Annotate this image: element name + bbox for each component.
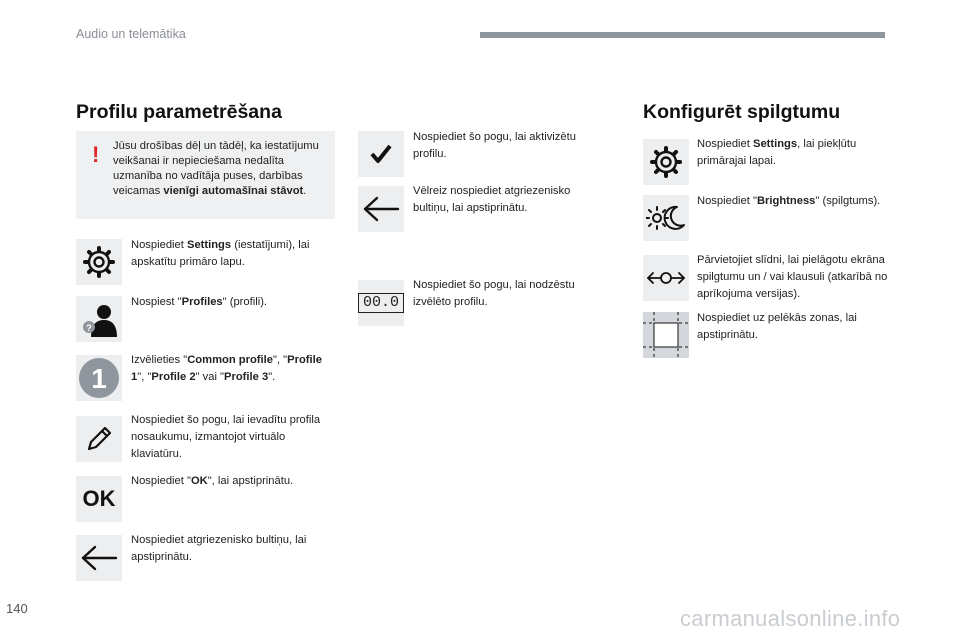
watermark: carmanualsonline.info (680, 606, 901, 631)
step-back-again: Vēlreiz nospiediet atgriezenisko bultiņu, lai apstiprinātu. (413, 185, 571, 214)
header-title: Audio un telemātika (76, 27, 186, 41)
pencil-icon (76, 416, 122, 462)
step-delete: Nospiediet šo pogu, lai nodzēstu izvēlēto profilu. (413, 279, 575, 308)
warning-icon: ! (92, 142, 100, 167)
header-bar (480, 32, 885, 38)
back-arrow-icon (76, 535, 122, 581)
checkmark-icon (358, 131, 404, 177)
page-number: 140 (6, 601, 28, 616)
section-title-brightness: Konfigurēt spilgtumu (643, 101, 841, 123)
grey-zone-icon (643, 312, 689, 358)
step-profiles: Nospiest "Profiles" (profili). (131, 296, 268, 308)
reset-clock-icon: 00.0 (358, 280, 404, 326)
step-rename: Nospiediet šo pogu, lai ievadītu profila nosaukumu, izmantojot virtuālo klaviatūru. (131, 414, 321, 460)
step-settings-brightness: Nospiediet Settings, lai piekļūtu primārajai lapai. (697, 138, 857, 167)
svg-text:1: 1 (91, 363, 107, 394)
step-activate: Nospiediet šo pogu, lai aktivizētu profilu. (413, 131, 576, 160)
step-grey-zone: Nospiediet uz pelēkās zonas, lai apstiprinātu. (697, 312, 857, 341)
step-brightness: Nospiediet "Brightness" (spilgtums). (697, 195, 881, 207)
back-arrow-icon (358, 186, 404, 232)
svg-text:?: ? (86, 323, 92, 333)
warning-text: Jūsu drošības dēļ un tādēļ, ka iestatījumu veikšanai ir nepieciešama nedalīta uzmanība no vadītāja puses, darbības veicamas vienīgi automašīnai stāvot. (113, 140, 319, 197)
step-slider: Pārvietojiet slīdni, lai pielāgotu ekrāna spilgtumu un / vai klausuli (atkarībā no aprīkojuma versijas). (697, 254, 888, 300)
step-back-confirm: Nospiediet atgriezenisko bultiņu, lai apstiprinātu. (131, 534, 307, 563)
ok-icon: OK (76, 476, 122, 522)
gear-icon (76, 239, 122, 285)
brightness-icon (643, 195, 689, 241)
number-one-icon (76, 355, 122, 401)
step-settings: Nospiediet Settings (iestatījumi), lai apskatītu primāro lapu. (131, 239, 310, 268)
gear-icon (643, 139, 689, 185)
warning-box (76, 131, 335, 219)
step-select-profile: Izvēlieties "Common profile", "Profile 1", "Profile 2" vai "Profile 3". (131, 354, 322, 383)
slider-icon (643, 255, 689, 301)
profile-icon (76, 296, 122, 342)
section-title-profiles: Profilu parametrēšana (76, 101, 282, 123)
step-ok: Nospiediet "OK", lai apstiprinātu. (131, 475, 294, 487)
